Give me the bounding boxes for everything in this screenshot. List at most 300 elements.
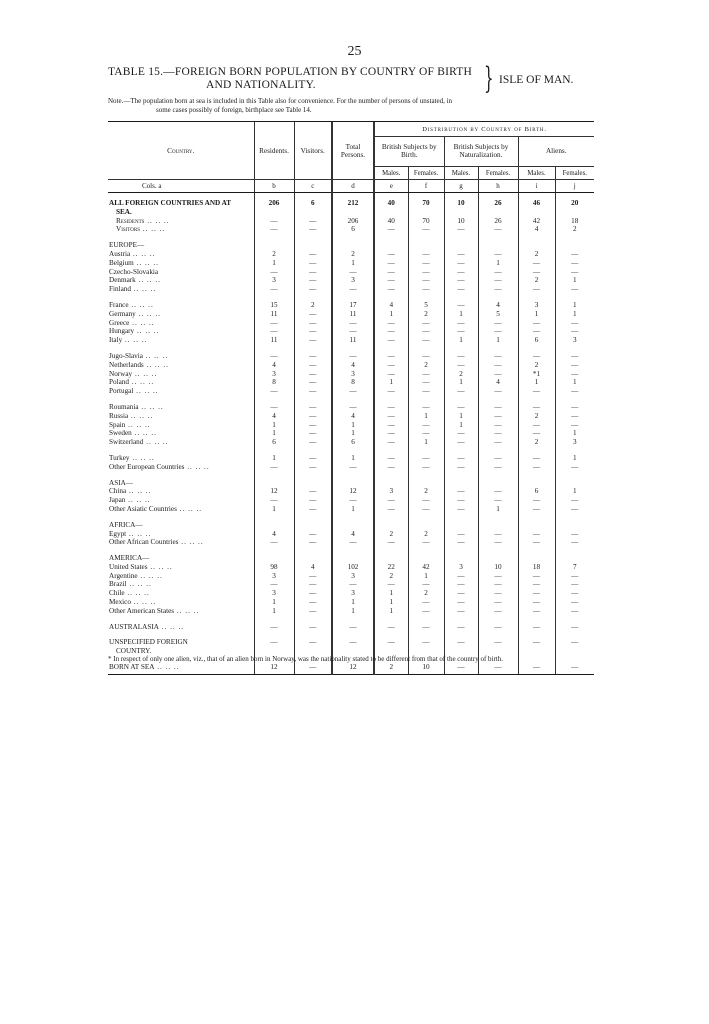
table-cell: —: [518, 421, 555, 430]
row-label: ASIA—: [109, 478, 133, 487]
table-cell: 40: [374, 217, 408, 226]
title-line-2: AND NATIONALITY.: [206, 79, 316, 91]
table-cell: 12: [254, 663, 294, 675]
column-label: j: [555, 180, 594, 193]
row-label: Germany .. .. ..: [109, 309, 161, 318]
table-row: [108, 572, 594, 581]
row-label: BORN AT SEA .. .. ..: [108, 663, 254, 675]
table-cell: 2: [408, 361, 444, 370]
table-cell: —: [555, 580, 594, 589]
table-cell: —: [478, 572, 518, 581]
table-cell: 18: [518, 563, 555, 572]
table-cell: —: [294, 530, 332, 539]
table-row: [108, 259, 594, 268]
table-cell: 12: [332, 663, 374, 675]
header-visitors: Visitors.: [294, 122, 332, 180]
table-cell: 3: [332, 572, 374, 581]
table-cell: —: [478, 403, 518, 412]
table-cell: —: [294, 403, 332, 412]
row-label: Finland .. .. ..: [109, 285, 157, 294]
table-cell: 206: [254, 199, 294, 208]
row-label: Other European Countries .. .. ..: [109, 462, 210, 471]
row-label: France .. .. ..: [109, 300, 154, 309]
table-cell: —: [478, 319, 518, 328]
table-cell: 3: [444, 563, 478, 572]
table-cell: —: [408, 463, 444, 472]
table-row: [108, 225, 594, 234]
column-label: c: [294, 180, 332, 193]
table-cell: 3: [374, 487, 408, 496]
table-row: [108, 285, 594, 294]
column-label: d: [332, 180, 374, 193]
table-cell: —: [555, 421, 594, 430]
table-cell: 4: [254, 412, 294, 421]
table-row: [108, 479, 594, 488]
table-cell: —: [332, 623, 374, 632]
table-cell: —: [374, 225, 408, 234]
row-label: Czecho-Slovakia: [109, 267, 159, 276]
table-cell: —: [478, 250, 518, 259]
table-cell: —: [408, 607, 444, 616]
table-cell: 1: [254, 429, 294, 438]
table-cell: 6: [332, 225, 374, 234]
row-label: United States .. .. ..: [109, 562, 173, 571]
row-label: Mexico .. .. ..: [109, 598, 157, 607]
table-cell: 4: [332, 530, 374, 539]
table-cell: —: [478, 327, 518, 336]
table-cell: 1: [518, 378, 555, 387]
table-cell: —: [555, 403, 594, 412]
table-cell: —: [374, 250, 408, 259]
table-cell: 1: [332, 505, 374, 514]
table-row: [108, 378, 594, 387]
table-cell: —: [444, 496, 478, 505]
table-cell: —: [444, 250, 478, 259]
table-cell: —: [518, 387, 555, 396]
table-cell: —: [294, 589, 332, 598]
table-cell: 4: [332, 361, 374, 370]
table-cell: —: [478, 361, 518, 370]
table-cell: 2: [408, 530, 444, 539]
table-cell: —: [478, 268, 518, 277]
table-cell: 7: [555, 563, 594, 572]
table-cell: 2: [444, 370, 478, 379]
table-cell: —: [408, 336, 444, 345]
table-cell: 1: [254, 607, 294, 616]
table-cell: 10: [478, 563, 518, 572]
table-cell: —: [254, 580, 294, 589]
table-row: [108, 530, 594, 539]
table-cell: 11: [254, 310, 294, 319]
table-cell: —: [294, 454, 332, 463]
row-label: Spain .. .. ..: [109, 420, 151, 429]
table-cell: —: [444, 327, 478, 336]
table-cell: —: [332, 268, 374, 277]
table-cell: 1: [332, 259, 374, 268]
table-cell: 1: [374, 598, 408, 607]
table-cell: —: [555, 589, 594, 598]
table-row: [108, 638, 594, 647]
table-cell: —: [374, 319, 408, 328]
table-cell: —: [444, 403, 478, 412]
table-cell: 1: [444, 412, 478, 421]
table-cell: —: [254, 538, 294, 547]
table-row: [108, 403, 594, 412]
table-cell: —: [332, 580, 374, 589]
table-cell: 2: [374, 663, 408, 675]
table-cell: —: [294, 327, 332, 336]
title-region: ISLE OF MAN.: [499, 74, 574, 86]
table-cell: —: [294, 663, 332, 675]
table-row: [108, 319, 594, 328]
table-cell: —: [555, 623, 594, 632]
header-total: Total Persons.: [332, 122, 374, 180]
table-cell: 1: [374, 310, 408, 319]
table-row: [108, 580, 594, 589]
table-cell: 10: [444, 199, 478, 208]
table-cell: 2: [294, 301, 332, 310]
table-cell: —: [444, 387, 478, 396]
table-cell: —: [518, 327, 555, 336]
table-cell: —: [518, 285, 555, 294]
table-cell: 1: [254, 421, 294, 430]
table-cell: 1: [518, 310, 555, 319]
row-label: Turkey .. .. ..: [109, 453, 155, 462]
table-cell: —: [374, 463, 408, 472]
table-cell: 206: [332, 217, 374, 226]
table-cell: —: [478, 487, 518, 496]
table-cell: 4: [374, 301, 408, 310]
table-cell: —: [374, 496, 408, 505]
table-cell: —: [374, 454, 408, 463]
table-cell: 1: [444, 310, 478, 319]
table-cell: —: [374, 370, 408, 379]
table-cell: 2: [518, 276, 555, 285]
table-row: [108, 352, 594, 361]
table-cell: —: [478, 429, 518, 438]
table-cell: 1: [254, 598, 294, 607]
table-cell: —: [294, 336, 332, 345]
table-cell: —: [332, 638, 374, 647]
table-cell: —: [444, 572, 478, 581]
table-cell: —: [294, 378, 332, 387]
table-cell: —: [555, 505, 594, 514]
row-label: ALL FOREIGN COUNTRIES AND AT: [109, 199, 232, 207]
table-row: [108, 505, 594, 514]
table-cell: —: [555, 361, 594, 370]
table-cell: —: [478, 285, 518, 294]
row-label: Jugo-Slavia .. .. ..: [109, 351, 169, 360]
table-cell: 1: [374, 589, 408, 598]
table-cell: 2: [518, 438, 555, 447]
table-cell: 1: [555, 301, 594, 310]
table-cell: 18: [555, 217, 594, 226]
table-cell: —: [444, 589, 478, 598]
table-cell: —: [555, 663, 594, 675]
table-cell: —: [374, 429, 408, 438]
table-cell: 6: [294, 199, 332, 208]
row-label: Other Asiatic Countries .. .. ..: [109, 504, 203, 513]
table-cell: 2: [518, 361, 555, 370]
table-cell: 5: [478, 310, 518, 319]
table-cell: —: [478, 387, 518, 396]
table-row: [108, 301, 594, 310]
table-cell: —: [555, 412, 594, 421]
column-label: Cols. a: [108, 180, 254, 193]
header-bs-birth: British Subjects by Birth.: [374, 137, 444, 167]
table-cell: —: [478, 225, 518, 234]
table-cell: 3: [518, 301, 555, 310]
table-cell: —: [294, 259, 332, 268]
table-cell: 2: [408, 310, 444, 319]
row-label: Belgium .. .. ..: [109, 258, 159, 267]
row-label: Roumania .. .. ..: [109, 402, 164, 411]
table-cell: —: [254, 463, 294, 472]
table-cell: —: [478, 370, 518, 379]
table-cell: —: [294, 370, 332, 379]
table-cell: 2: [555, 225, 594, 234]
table-cell: —: [332, 285, 374, 294]
table-cell: 10: [444, 217, 478, 226]
header-females: Females.: [408, 167, 444, 180]
table-cell: 2: [408, 487, 444, 496]
table-cell: —: [478, 589, 518, 598]
row-label: COUNTRY.: [116, 647, 152, 656]
table-row: [108, 429, 594, 438]
table-cell: —: [444, 352, 478, 361]
table-cell: —: [374, 538, 408, 547]
table-row: [108, 387, 594, 396]
table-cell: 4: [254, 361, 294, 370]
table-cell: —: [408, 538, 444, 547]
table-row: [108, 370, 594, 379]
table-cell: —: [408, 268, 444, 277]
table-cell: —: [555, 319, 594, 328]
table-cell: —: [332, 496, 374, 505]
column-label: i: [518, 180, 555, 193]
row-label: EUROPE—: [109, 241, 145, 250]
table-cell: 40: [374, 199, 408, 208]
table-cell: 3: [254, 370, 294, 379]
table-cell: —: [478, 638, 518, 647]
table-cell: 1: [332, 429, 374, 438]
table-cell: —: [254, 217, 294, 226]
table-cell: —: [478, 538, 518, 547]
table-cell: —: [444, 487, 478, 496]
table-row: [108, 589, 594, 598]
table-cell: —: [555, 352, 594, 361]
table-cell: —: [444, 301, 478, 310]
table-cell: 4: [332, 412, 374, 421]
table-cell: —: [518, 429, 555, 438]
table-cell: —: [254, 268, 294, 277]
table-cell: —: [294, 487, 332, 496]
table-cell: —: [408, 285, 444, 294]
table-cell: 2: [254, 250, 294, 259]
table-cell: —: [254, 285, 294, 294]
table-cell: —: [408, 378, 444, 387]
table-cell: —: [478, 412, 518, 421]
header-country: Country.: [167, 146, 195, 155]
table-cell: —: [555, 572, 594, 581]
table-cell: —: [444, 285, 478, 294]
table-cell: 3: [332, 589, 374, 598]
table-cell: 4: [478, 378, 518, 387]
table-cell: 8: [332, 378, 374, 387]
table-cell: 11: [332, 336, 374, 345]
table-cell: 1: [478, 505, 518, 514]
table-cell: 1: [555, 429, 594, 438]
table-cell: 1: [444, 421, 478, 430]
table-cell: —: [478, 607, 518, 616]
table-cell: 1: [374, 607, 408, 616]
row-label: Italy .. .. ..: [109, 336, 148, 345]
table-cell: —: [518, 352, 555, 361]
table-row: [108, 336, 594, 345]
table-cell: —: [294, 421, 332, 430]
table-cell: 212: [332, 199, 374, 208]
table-cell: 1: [332, 421, 374, 430]
table-cell: —: [478, 276, 518, 285]
table-row: [108, 554, 594, 563]
table-cell: 15: [254, 301, 294, 310]
table-cell: —: [332, 352, 374, 361]
row-label: SEA.: [116, 207, 132, 216]
row-label: Greece .. .. ..: [109, 318, 155, 327]
table-cell: 42: [518, 217, 555, 226]
table-cell: —: [374, 638, 408, 647]
table-cell: —: [254, 496, 294, 505]
table-row: [108, 623, 594, 632]
table-cell: 1: [332, 607, 374, 616]
table-cell: —: [408, 623, 444, 632]
table-cell: —: [254, 403, 294, 412]
table-cell: —: [374, 259, 408, 268]
table-cell: —: [555, 530, 594, 539]
table-cell: —: [444, 225, 478, 234]
table-cell: —: [408, 505, 444, 514]
table-row: [108, 663, 594, 675]
table-cell: —: [518, 589, 555, 598]
row-label: UNSPECIFIED FOREIGN: [109, 638, 188, 647]
row-label: AMERICA—: [109, 554, 150, 563]
table-cell: —: [478, 623, 518, 632]
table-cell: 4: [254, 530, 294, 539]
column-label: e: [374, 180, 408, 193]
table-cell: 1: [374, 378, 408, 387]
table-cell: —: [408, 403, 444, 412]
table-cell: —: [254, 319, 294, 328]
table-cell: —: [374, 361, 408, 370]
table-cell: —: [518, 403, 555, 412]
header-bs-naturalization: British Subjects by Naturalization.: [444, 137, 518, 167]
table-cell: 3: [555, 336, 594, 345]
table-cell: —: [408, 421, 444, 430]
table-cell: 70: [408, 199, 444, 208]
table-cell: 46: [518, 199, 555, 208]
table-cell: 1: [254, 454, 294, 463]
table-row: [108, 463, 594, 472]
table-cell: —: [518, 598, 555, 607]
table-cell: 1: [332, 598, 374, 607]
table-cell: —: [408, 225, 444, 234]
table-row: [108, 496, 594, 505]
table-cell: —: [444, 319, 478, 328]
table-cell: —: [254, 638, 294, 647]
table-cell: —: [408, 259, 444, 268]
page-number: 25: [347, 44, 362, 59]
table-cell: —: [374, 623, 408, 632]
table-cell: —: [444, 276, 478, 285]
table-cell: 1: [408, 572, 444, 581]
table-cell: —: [444, 607, 478, 616]
table-cell: —: [518, 530, 555, 539]
table-cell: —: [444, 429, 478, 438]
table-row: [108, 438, 594, 447]
table-cell: —: [254, 225, 294, 234]
header-males: Males.: [518, 167, 555, 180]
table-row: [108, 361, 594, 370]
header-males: Males.: [374, 167, 408, 180]
table-row: [108, 538, 594, 547]
table-cell: —: [294, 412, 332, 421]
table-cell: —: [444, 505, 478, 514]
row-label: Other American States .. .. ..: [109, 606, 200, 615]
row-label: Sweden .. .. ..: [109, 429, 157, 438]
table-cell: —: [374, 421, 408, 430]
table-cell: 102: [332, 563, 374, 572]
table-cell: —: [555, 259, 594, 268]
table-cell: —: [374, 327, 408, 336]
table-cell: —: [332, 327, 374, 336]
table-row: [108, 217, 594, 226]
table-cell: —: [408, 598, 444, 607]
table-cell: —: [518, 538, 555, 547]
table-cell: —: [518, 607, 555, 616]
table-cell: —: [374, 580, 408, 589]
table-cell: —: [518, 663, 555, 675]
table-cell: 20: [555, 199, 594, 208]
row-label: Hungary .. .. ..: [109, 327, 160, 336]
table-cell: 1: [555, 487, 594, 496]
table-cell: —: [408, 429, 444, 438]
table-cell: —: [444, 530, 478, 539]
table-cell: —: [444, 454, 478, 463]
table-cell: —: [444, 463, 478, 472]
row-label: Argentine .. .. ..: [109, 571, 163, 580]
table-cell: —: [408, 319, 444, 328]
table-row: [108, 412, 594, 421]
table-row: [108, 208, 594, 217]
table-cell: —: [374, 438, 408, 447]
table-cell: —: [374, 387, 408, 396]
table-cell: —: [444, 259, 478, 268]
population-table: [108, 121, 594, 675]
table-cell: —: [555, 387, 594, 396]
table-row: [108, 598, 594, 607]
table-cell: —: [374, 403, 408, 412]
table-cell: 2: [408, 589, 444, 598]
table-row: [108, 310, 594, 319]
table-cell: 1: [478, 336, 518, 345]
table-cell: —: [254, 623, 294, 632]
table-cell: —: [374, 276, 408, 285]
table-cell: —: [518, 319, 555, 328]
table-row: [108, 487, 594, 496]
table-cell: —: [518, 454, 555, 463]
table-cell: —: [518, 259, 555, 268]
table-cell: —: [555, 607, 594, 616]
